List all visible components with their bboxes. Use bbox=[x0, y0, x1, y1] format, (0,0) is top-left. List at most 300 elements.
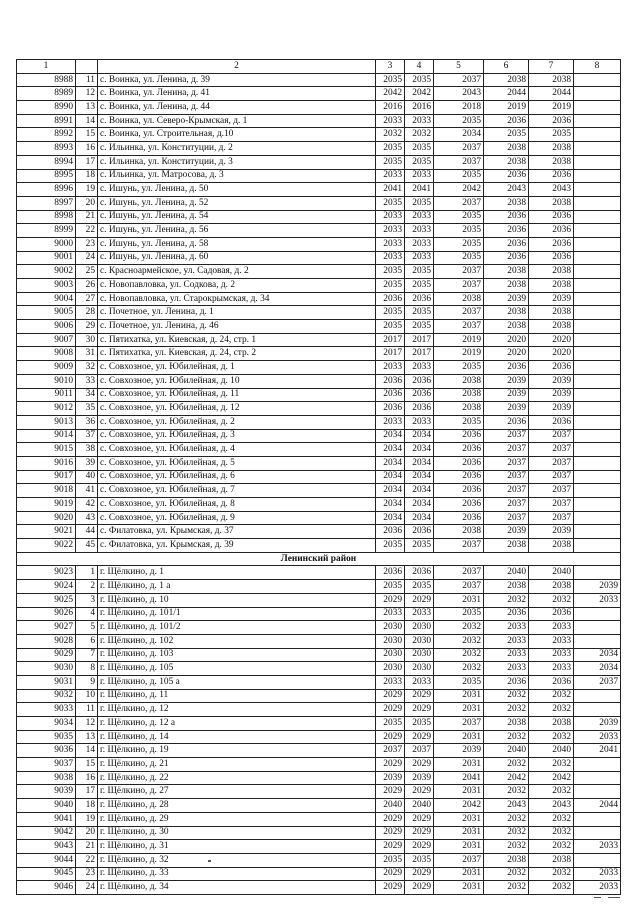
year-cell: 2031 bbox=[434, 826, 484, 840]
year-cell: 2037 bbox=[484, 511, 529, 525]
table-row bbox=[17, 224, 621, 238]
district-heading: Ленинский район bbox=[17, 552, 621, 566]
index-cell: 24 bbox=[76, 881, 98, 895]
year-cell: 2033 bbox=[376, 251, 405, 265]
row-number-cell: 8994 bbox=[17, 155, 76, 169]
year-cell: 2036 bbox=[484, 361, 529, 375]
row-number-cell: 9027 bbox=[17, 621, 76, 635]
address-cell: с. Новопавловка, ул. Содкова, д. 2 bbox=[98, 279, 376, 293]
year-cell: 2035 bbox=[405, 142, 434, 156]
table-row bbox=[17, 730, 621, 744]
table-row bbox=[17, 744, 621, 758]
address-cell: г. Щёлкино, д. 32 bbox=[98, 853, 376, 867]
index-cell: 38 bbox=[76, 443, 98, 457]
year-cell: 2043 bbox=[529, 183, 574, 197]
table-row bbox=[17, 155, 621, 169]
year-cell: 2036 bbox=[376, 388, 405, 402]
year-cell: 2032 bbox=[529, 867, 574, 881]
year-cell: 2037 bbox=[529, 429, 574, 443]
table-row bbox=[17, 114, 621, 128]
address-cell: с. Пятихатка, ул. Киевская, д. 24, стр. 1 bbox=[98, 333, 376, 347]
year-cell: 2040 bbox=[484, 566, 529, 580]
index-cell: 31 bbox=[76, 347, 98, 361]
index-cell: 24 bbox=[76, 251, 98, 265]
year-cell: 2037 bbox=[434, 73, 484, 87]
year-cell: 2032 bbox=[529, 826, 574, 840]
year-cell: 2034 bbox=[574, 648, 621, 662]
year-cell: 2032 bbox=[529, 758, 574, 772]
address-cell: с. Новопавловка, ул. Старокрымская, д. 34 bbox=[98, 292, 376, 306]
row-number-cell: 9038 bbox=[17, 771, 76, 785]
index-cell: 32 bbox=[76, 361, 98, 375]
year-cell: 2042 bbox=[405, 87, 434, 101]
year-cell: 2036 bbox=[529, 607, 574, 621]
year-cell: 2034 bbox=[434, 128, 484, 142]
address-cell: г. Щёлкино, д. 29 bbox=[98, 812, 376, 826]
table-row bbox=[17, 826, 621, 840]
year-cell: 2035 bbox=[376, 853, 405, 867]
index-cell: 29 bbox=[76, 320, 98, 334]
year-cell: 2038 bbox=[529, 580, 574, 594]
year-cell: 2033 bbox=[484, 662, 529, 676]
address-cell: г. Щёлкино, д. 14 bbox=[98, 730, 376, 744]
year-cell: 2033 bbox=[405, 210, 434, 224]
address-cell: г. Щёлкино, д. 22 bbox=[98, 771, 376, 785]
row-number-cell: 8996 bbox=[17, 183, 76, 197]
year-cell: 2039 bbox=[405, 771, 434, 785]
index-cell: 16 bbox=[76, 142, 98, 156]
year-cell: 2033 bbox=[376, 114, 405, 128]
year-cell: 2032 bbox=[484, 758, 529, 772]
year-cell: 2030 bbox=[405, 648, 434, 662]
row-number-cell: 9028 bbox=[17, 634, 76, 648]
year-cell: 2038 bbox=[434, 388, 484, 402]
year-cell: 2033 bbox=[574, 881, 621, 895]
year-cell: 2033 bbox=[405, 114, 434, 128]
row-number-cell: 9009 bbox=[17, 361, 76, 375]
index-cell: 36 bbox=[76, 415, 98, 429]
index-cell: 7 bbox=[76, 648, 98, 662]
address-cell: с. Ишунь, ул. Ленина, д. 56 bbox=[98, 224, 376, 238]
table-row bbox=[17, 717, 621, 731]
year-cell bbox=[574, 771, 621, 785]
year-cell: 2033 bbox=[405, 675, 434, 689]
year-cell: 2037 bbox=[529, 456, 574, 470]
address-cell: г. Щёлкино, д. 10 bbox=[98, 593, 376, 607]
year-cell: 2036 bbox=[529, 251, 574, 265]
year-cell: 2035 bbox=[434, 169, 484, 183]
year-cell: 2032 bbox=[529, 703, 574, 717]
year-cell: 2036 bbox=[376, 566, 405, 580]
index-cell: 26 bbox=[76, 279, 98, 293]
year-cell bbox=[574, 224, 621, 238]
table-row bbox=[17, 237, 621, 251]
year-cell: 2033 bbox=[529, 662, 574, 676]
index-cell: 39 bbox=[76, 456, 98, 470]
year-cell: 2034 bbox=[376, 484, 405, 498]
year-cell: 2038 bbox=[529, 279, 574, 293]
year-cell: 2032 bbox=[434, 662, 484, 676]
year-cell: 2033 bbox=[574, 867, 621, 881]
year-cell: 2036 bbox=[484, 114, 529, 128]
row-number-cell: 9003 bbox=[17, 279, 76, 293]
table-row bbox=[17, 388, 621, 402]
year-cell: 2018 bbox=[434, 101, 484, 115]
column-header: 8 bbox=[574, 60, 621, 74]
year-cell: 2036 bbox=[376, 525, 405, 539]
year-cell: 2032 bbox=[484, 703, 529, 717]
year-cell: 2035 bbox=[434, 361, 484, 375]
year-cell: 2033 bbox=[574, 730, 621, 744]
index-cell: 20 bbox=[76, 826, 98, 840]
year-cell: 2038 bbox=[484, 580, 529, 594]
year-cell: 2035 bbox=[434, 607, 484, 621]
year-cell bbox=[574, 306, 621, 320]
table-row bbox=[17, 128, 621, 142]
scan-speck bbox=[608, 897, 620, 898]
year-cell: 2042 bbox=[434, 799, 484, 813]
table-row bbox=[17, 183, 621, 197]
year-cell: 2035 bbox=[434, 251, 484, 265]
index-cell: 13 bbox=[76, 730, 98, 744]
address-cell: с. Ильинка, ул. Конституции, д. 3 bbox=[98, 155, 376, 169]
housing-register-table bbox=[16, 59, 621, 895]
index-cell: 23 bbox=[76, 867, 98, 881]
year-cell: 2032 bbox=[529, 593, 574, 607]
year-cell: 2043 bbox=[529, 799, 574, 813]
year-cell: 2037 bbox=[529, 484, 574, 498]
year-cell: 2036 bbox=[434, 443, 484, 457]
year-cell bbox=[574, 114, 621, 128]
year-cell bbox=[574, 429, 621, 443]
table-row bbox=[17, 799, 621, 813]
year-cell: 2037 bbox=[376, 744, 405, 758]
row-number-cell: 9012 bbox=[17, 402, 76, 416]
table-row bbox=[17, 812, 621, 826]
year-cell: 2038 bbox=[529, 196, 574, 210]
table-row bbox=[17, 840, 621, 854]
index-cell: 16 bbox=[76, 771, 98, 785]
year-cell: 2038 bbox=[529, 265, 574, 279]
year-cell: 2032 bbox=[376, 128, 405, 142]
index-cell: 8 bbox=[76, 662, 98, 676]
year-cell bbox=[574, 539, 621, 553]
year-cell: 2030 bbox=[376, 662, 405, 676]
address-cell: с. Совхозное, ул. Юбилейная, д. 12 bbox=[98, 402, 376, 416]
year-cell: 2036 bbox=[376, 292, 405, 306]
year-cell: 2038 bbox=[529, 73, 574, 87]
index-cell: 17 bbox=[76, 785, 98, 799]
address-cell: с. Ишунь, ул. Ленина, д. 60 bbox=[98, 251, 376, 265]
index-cell: 28 bbox=[76, 306, 98, 320]
index-cell: 35 bbox=[76, 402, 98, 416]
year-cell: 2035 bbox=[405, 306, 434, 320]
year-cell: 2032 bbox=[484, 730, 529, 744]
year-cell: 2035 bbox=[376, 196, 405, 210]
year-cell: 2040 bbox=[484, 744, 529, 758]
year-cell: 2036 bbox=[434, 511, 484, 525]
index-cell: 4 bbox=[76, 607, 98, 621]
year-cell: 2037 bbox=[484, 470, 529, 484]
year-cell bbox=[574, 443, 621, 457]
year-cell bbox=[574, 415, 621, 429]
year-cell: 2033 bbox=[405, 361, 434, 375]
year-cell: 2037 bbox=[434, 717, 484, 731]
year-cell: 2031 bbox=[434, 812, 484, 826]
year-cell bbox=[574, 607, 621, 621]
table-row bbox=[17, 593, 621, 607]
year-cell bbox=[574, 101, 621, 115]
address-cell: с. Красноармейское, ул. Садовая, д. 2 bbox=[98, 265, 376, 279]
table-row bbox=[17, 580, 621, 594]
column-header: 3 bbox=[376, 60, 405, 74]
scan-speck bbox=[594, 897, 601, 898]
table-row bbox=[17, 539, 621, 553]
column-header: 4 bbox=[405, 60, 434, 74]
column-header: 6 bbox=[484, 60, 529, 74]
year-cell: 2035 bbox=[434, 114, 484, 128]
row-number-cell: 9045 bbox=[17, 867, 76, 881]
year-cell: 2032 bbox=[484, 785, 529, 799]
year-cell: 2037 bbox=[434, 580, 484, 594]
table-row bbox=[17, 675, 621, 689]
year-cell: 2035 bbox=[434, 210, 484, 224]
year-cell: 2035 bbox=[376, 320, 405, 334]
year-cell: 2036 bbox=[376, 402, 405, 416]
row-number-cell: 9033 bbox=[17, 703, 76, 717]
year-cell: 2036 bbox=[484, 210, 529, 224]
address-cell: с. Совхозное, ул. Юбилейная, д. 10 bbox=[98, 374, 376, 388]
year-cell: 2039 bbox=[529, 402, 574, 416]
year-cell: 2036 bbox=[484, 251, 529, 265]
year-cell: 2035 bbox=[434, 415, 484, 429]
year-cell bbox=[574, 812, 621, 826]
index-cell: 37 bbox=[76, 429, 98, 443]
table-row bbox=[17, 361, 621, 375]
year-cell: 2034 bbox=[574, 662, 621, 676]
table-row bbox=[17, 853, 621, 867]
year-cell: 2032 bbox=[484, 826, 529, 840]
year-cell: 2041 bbox=[434, 771, 484, 785]
column-header: 2 bbox=[98, 60, 376, 74]
year-cell: 2038 bbox=[434, 374, 484, 388]
year-cell: 2033 bbox=[484, 634, 529, 648]
year-cell: 2039 bbox=[574, 717, 621, 731]
year-cell: 2037 bbox=[405, 744, 434, 758]
year-cell: 2038 bbox=[529, 306, 574, 320]
address-cell: с. Почетное, ул. Ленина, д. 46 bbox=[98, 320, 376, 334]
table-row bbox=[17, 484, 621, 498]
year-cell bbox=[574, 279, 621, 293]
year-cell: 2037 bbox=[484, 429, 529, 443]
year-cell: 2033 bbox=[376, 210, 405, 224]
index-cell: 23 bbox=[76, 237, 98, 251]
row-number-cell: 9011 bbox=[17, 388, 76, 402]
row-number-cell: 9007 bbox=[17, 333, 76, 347]
table-row bbox=[17, 566, 621, 580]
address-cell: г. Щёлкино, д. 30 bbox=[98, 826, 376, 840]
year-cell: 2030 bbox=[376, 621, 405, 635]
address-cell: с. Воинка, ул. Северо-Крымская, д. 1 bbox=[98, 114, 376, 128]
table-body bbox=[17, 60, 621, 895]
year-cell: 2036 bbox=[405, 374, 434, 388]
year-cell bbox=[574, 374, 621, 388]
row-number-cell: 8990 bbox=[17, 101, 76, 115]
year-cell bbox=[574, 758, 621, 772]
table-row bbox=[17, 265, 621, 279]
address-cell: с. Совхозное, ул. Юбилейная, д. 1 bbox=[98, 361, 376, 375]
year-cell: 2031 bbox=[434, 881, 484, 895]
year-cell: 2030 bbox=[376, 648, 405, 662]
year-cell bbox=[574, 621, 621, 635]
year-cell: 2037 bbox=[484, 443, 529, 457]
year-cell: 2036 bbox=[484, 224, 529, 238]
year-cell: 2020 bbox=[529, 347, 574, 361]
year-cell: 2033 bbox=[405, 415, 434, 429]
index-cell: 11 bbox=[76, 73, 98, 87]
year-cell: 2034 bbox=[405, 511, 434, 525]
index-cell: 21 bbox=[76, 210, 98, 224]
address-cell: г. Щёлкино, д. 34 bbox=[98, 881, 376, 895]
year-cell bbox=[574, 251, 621, 265]
year-cell: 2039 bbox=[484, 292, 529, 306]
year-cell: 2035 bbox=[376, 306, 405, 320]
year-cell: 2032 bbox=[484, 881, 529, 895]
year-cell: 2029 bbox=[376, 785, 405, 799]
year-cell: 2036 bbox=[434, 470, 484, 484]
year-cell: 2036 bbox=[484, 607, 529, 621]
year-cell: 2036 bbox=[529, 210, 574, 224]
year-cell bbox=[574, 361, 621, 375]
table-row bbox=[17, 196, 621, 210]
year-cell: 2029 bbox=[376, 758, 405, 772]
row-number-cell: 9002 bbox=[17, 265, 76, 279]
address-cell: г. Щёлкино, д. 28 bbox=[98, 799, 376, 813]
year-cell: 2031 bbox=[434, 867, 484, 881]
address-cell: г. Щёлкино, д. 101/1 bbox=[98, 607, 376, 621]
index-cell: 19 bbox=[76, 183, 98, 197]
address-cell: с. Совхозное, ул. Юбилейная, д. 4 bbox=[98, 443, 376, 457]
index-cell: 30 bbox=[76, 333, 98, 347]
year-cell: 2039 bbox=[529, 292, 574, 306]
row-number-cell: 9021 bbox=[17, 525, 76, 539]
row-number-cell: 9014 bbox=[17, 429, 76, 443]
year-cell: 2036 bbox=[405, 292, 434, 306]
year-cell: 2029 bbox=[405, 826, 434, 840]
year-cell: 2040 bbox=[405, 799, 434, 813]
year-cell bbox=[574, 785, 621, 799]
year-cell: 2035 bbox=[376, 142, 405, 156]
year-cell: 2039 bbox=[484, 402, 529, 416]
row-number-cell: 9016 bbox=[17, 456, 76, 470]
column-header: 1 bbox=[17, 60, 76, 74]
table-row bbox=[17, 867, 621, 881]
year-cell: 2038 bbox=[529, 142, 574, 156]
year-cell bbox=[574, 210, 621, 224]
year-cell: 2034 bbox=[376, 443, 405, 457]
year-cell: 2029 bbox=[376, 812, 405, 826]
year-cell: 2029 bbox=[405, 730, 434, 744]
year-cell: 2019 bbox=[529, 101, 574, 115]
year-cell: 2035 bbox=[405, 320, 434, 334]
year-cell: 2029 bbox=[376, 593, 405, 607]
row-number-cell: 9034 bbox=[17, 717, 76, 731]
row-number-cell: 9018 bbox=[17, 484, 76, 498]
index-cell: 1 bbox=[76, 566, 98, 580]
year-cell: 2042 bbox=[529, 771, 574, 785]
year-cell: 2041 bbox=[405, 183, 434, 197]
year-cell: 2032 bbox=[484, 867, 529, 881]
year-cell: 2034 bbox=[405, 429, 434, 443]
year-cell: 2039 bbox=[484, 525, 529, 539]
year-cell: 2033 bbox=[376, 607, 405, 621]
year-cell: 2035 bbox=[405, 155, 434, 169]
year-cell: 2042 bbox=[376, 87, 405, 101]
table-row bbox=[17, 279, 621, 293]
year-cell: 2039 bbox=[484, 388, 529, 402]
year-cell bbox=[574, 525, 621, 539]
year-cell: 2035 bbox=[376, 265, 405, 279]
address-cell: с. Совхозное, ул. Юбилейная, д. 5 bbox=[98, 456, 376, 470]
address-cell: с. Совхозное, ул. Юбилейная, д. 6 bbox=[98, 470, 376, 484]
year-cell: 2035 bbox=[434, 237, 484, 251]
table-row bbox=[17, 101, 621, 115]
year-cell: 2034 bbox=[376, 429, 405, 443]
year-cell: 2020 bbox=[484, 333, 529, 347]
year-cell: 2033 bbox=[529, 621, 574, 635]
year-cell: 2029 bbox=[405, 812, 434, 826]
row-number-cell: 9041 bbox=[17, 812, 76, 826]
table-row bbox=[17, 210, 621, 224]
year-cell: 2033 bbox=[376, 224, 405, 238]
year-cell: 2037 bbox=[529, 470, 574, 484]
year-cell: 2033 bbox=[574, 593, 621, 607]
index-cell: 10 bbox=[76, 689, 98, 703]
year-cell: 2037 bbox=[484, 456, 529, 470]
year-cell: 2034 bbox=[405, 456, 434, 470]
year-cell: 2036 bbox=[529, 675, 574, 689]
row-number-cell: 9026 bbox=[17, 607, 76, 621]
table-row bbox=[17, 525, 621, 539]
year-cell: 2033 bbox=[484, 648, 529, 662]
table-row bbox=[17, 703, 621, 717]
year-cell: 2039 bbox=[434, 744, 484, 758]
year-cell bbox=[574, 402, 621, 416]
year-cell: 2037 bbox=[484, 484, 529, 498]
table-row bbox=[17, 415, 621, 429]
year-cell: 2037 bbox=[484, 498, 529, 512]
index-cell: 25 bbox=[76, 265, 98, 279]
year-cell: 2037 bbox=[434, 142, 484, 156]
year-cell: 2034 bbox=[376, 498, 405, 512]
year-cell: 2032 bbox=[529, 689, 574, 703]
year-cell bbox=[574, 333, 621, 347]
row-number-cell: 9044 bbox=[17, 853, 76, 867]
table-row bbox=[17, 169, 621, 183]
address-cell: с. Почетное, ул. Ленина, д. 1 bbox=[98, 306, 376, 320]
index-cell: 12 bbox=[76, 87, 98, 101]
year-cell: 2039 bbox=[529, 388, 574, 402]
year-cell: 2035 bbox=[376, 539, 405, 553]
row-number-cell: 8995 bbox=[17, 169, 76, 183]
year-cell: 2042 bbox=[484, 771, 529, 785]
year-cell: 2034 bbox=[405, 470, 434, 484]
table-row bbox=[17, 758, 621, 772]
year-cell bbox=[574, 511, 621, 525]
address-cell: с. Филатовка, ул. Крымская, д. 37 bbox=[98, 525, 376, 539]
year-cell: 2035 bbox=[529, 128, 574, 142]
row-number-cell: 9024 bbox=[17, 580, 76, 594]
